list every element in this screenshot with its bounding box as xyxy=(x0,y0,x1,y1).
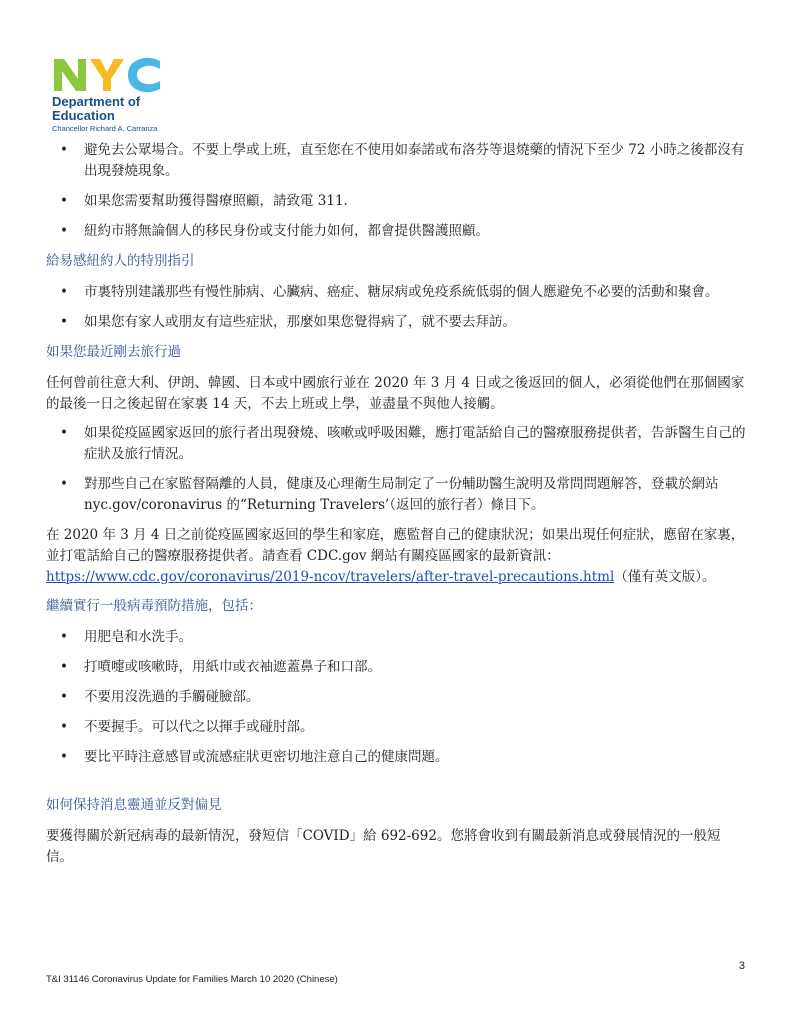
cdc-travel-link[interactable]: https://www.cdc.gov/coronavirus/2019-ncov/travelers/after-travel-precautions.html xyxy=(46,569,615,585)
top-bullet-list xyxy=(46,140,746,242)
travel-after-text: 在 2020 年 3 月 4 日之前從疫區國家返回的學生和家庭，應監督自己的健康狀況；如果出現任何症狀，應留在家裏，並打電話給自己的醫療服務提供者。請查看 CDC.gov 網站有關疫區國家的最新資訊： xyxy=(46,527,745,564)
list-item: • 避免去公眾場合。不要上學或上班，直至您在不使用如泰諾或布洛芬等退燒藥的情況下至少 72 小時之後都沒有出現發燒現象。 xyxy=(46,140,746,182)
travel-bullet-list xyxy=(46,423,746,516)
nyc-doe-logo xyxy=(52,55,202,95)
heading-info: 如何保持消息靈通並反對偏見 xyxy=(46,797,222,813)
travel-intro: 任何曾前往意大利、伊朗、韓國、日本或中國旅行並在 2020 年 3 月 4 日或之後返回的個人，必須從他們在那個國家的最後一日之後起留在家裏 14 天，不去上班或上學，並盡量不與他人接觸。 xyxy=(46,375,745,412)
page-number: 3 xyxy=(738,960,745,972)
department-name xyxy=(52,95,140,123)
list-item: • 如果從疫區國家返回的旅行者出現發燒、咳嗽或呼吸困難，應打電話給自己的醫療服務提供者，告訴醫生自己的症狀及旅行情況。 xyxy=(46,423,746,465)
footer-text: T&I 31146 Coronavirus Update for Families March 10 2020 (Chinese) xyxy=(46,974,338,985)
nyc-logo-icon xyxy=(52,55,164,95)
link-suffix: （僅有英文版）。 xyxy=(614,569,716,585)
list-item: • 打噴嚏或咳嗽時，用紙巾或衣袖遮蓋鼻子和口部。 xyxy=(46,657,746,678)
chancellor-name: Chancellor Richard A. Carranza xyxy=(52,124,158,133)
list-item: • 要比平時注意感冒或流感症狀更密切地注意自己的健康問題。 xyxy=(46,747,746,768)
list-item: • 市裏特別建議那些有慢性肺病、心臟病、癌症、糖尿病或免疫系統低弱的個人應避免不必要的活動和聚會。 xyxy=(46,282,746,303)
department-line-1: Department of xyxy=(52,94,141,109)
list-item: • 紐約市將無論個人的移民身份或支付能力如何，都會提供醫護照顧。 xyxy=(46,221,746,242)
list-item: • 用肥皂和水洗手。 xyxy=(46,627,746,648)
info-paragraph: 要獲得關於新冠病毒的最新情況，發短信「COVID」給 692-692。您將會收到有關最新消息或發展情況的一般短信。 xyxy=(46,828,721,865)
list-item: • 不要用沒洗過的手觸碰臉部。 xyxy=(46,687,746,708)
heading-vulnerable: 給易感紐約人的特別指引 xyxy=(46,253,195,269)
list-item: • 不要握手。可以代之以揮手或碰肘部。 xyxy=(46,717,746,738)
list-item: • 如果您需要幫助獲得醫療照顧，請致電 311. xyxy=(46,191,746,212)
document-body xyxy=(46,140,746,876)
prevention-bullet-list xyxy=(46,627,746,768)
heading-travel: 如果您最近剛去旅行過 xyxy=(46,344,181,360)
department-line-2: Education xyxy=(52,108,115,123)
list-item: • 對那些自己在家監督隔離的人員，健康及心理衛生局制定了一份輔助醫生說明及常問問題解答，登載於網站 nyc.gov/coronavirus 的“Returning Travelers’（返回的旅行者）條目下。 xyxy=(46,474,746,516)
travel-after-paragraph xyxy=(46,525,746,588)
vulnerable-bullet-list xyxy=(46,282,746,333)
list-item: • 如果您有家人或朋友有這些症狀，那麼如果您覺得病了，就不要去拜訪。 xyxy=(46,312,746,333)
heading-prevention: 繼續實行一般病毒預防措施，包括： xyxy=(46,598,262,614)
